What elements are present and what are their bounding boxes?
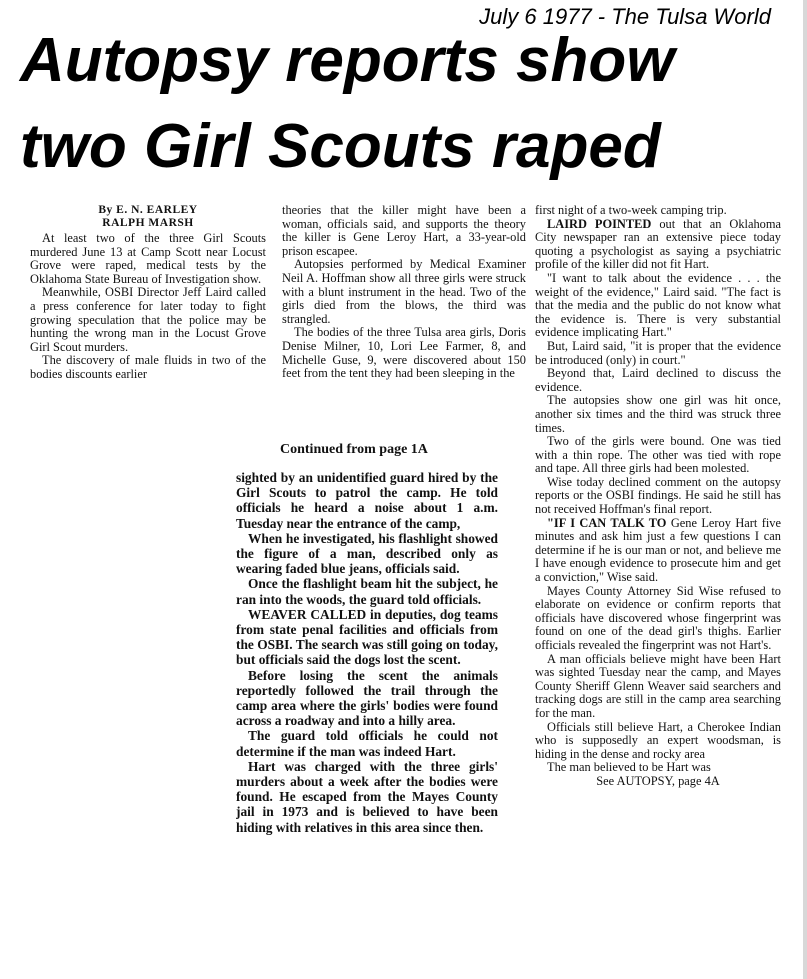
paragraph-text: in deputies, dog teams from state penal facilities and officials from the OSBI. The search was still going on today, but officials said the dogs lost the scent. bbox=[236, 606, 498, 668]
dateline: July 6 1977 - The Tulsa World bbox=[479, 4, 771, 29]
paragraph: At least two of the three Girl Scouts murdered June 13 at Camp Scott near Locust Grove were raped, medical tests by the Oklahoma State Bureau of Investigation show. bbox=[30, 231, 266, 286]
paragraph: Meanwhile, OSBI Director Jeff Laird called a press conference for later today to fight growing speculation that the police may be hunting the wrong man in the Locust Grove Girl Scout murders. bbox=[30, 285, 266, 354]
paragraph: The guard told officials he could not determine if the man was indeed Hart. bbox=[236, 728, 498, 759]
paragraph: Before losing the scent the animals reportedly followed the trail through the camp area where the girls' bodies were found across a roadway and into a hilly area. bbox=[236, 667, 498, 729]
article-column-2 bbox=[282, 204, 526, 426]
subhead-lead: LAIRD POINTED bbox=[547, 216, 652, 231]
paragraph: But, Laird said, "it is proper that the evidence be introduced (only) in court." bbox=[535, 338, 781, 367]
subhead-lead: WEAVER CALLED bbox=[248, 606, 367, 622]
paragraph: The bodies of the three Tulsa area girls, Doris Denise Milner, 10, Lori Lee Farmer, 8, and Michelle Guse, 9, were discovered about 150 feet from the tent they had been sleeping in the bbox=[282, 325, 526, 381]
paragraph: The discovery of male fluids in two of the bodies discounts earlier bbox=[30, 353, 266, 381]
paragraph: The autopsies show one girl was hit once, another six times and the third was struck three times. bbox=[535, 393, 781, 435]
paragraph: "I want to talk about the evidence . . . the weight of the evidence," Laird said. "The fact is that the media and the public do not know what the evidence is. There is very substantial evidence implicating Hart." bbox=[535, 270, 781, 340]
article-column-3 bbox=[535, 204, 781, 956]
headline-line-1: Autopsy reports show bbox=[20, 26, 675, 95]
paragraph: Mayes County Attorney Sid Wise refused to elaborate on evidence or confirm reports that officials have discovered whose fingerprint was found on one of the dead girl's thighs. Earlier officials revealed the fingerprint was not Hart's. bbox=[535, 583, 781, 652]
paragraph bbox=[236, 607, 498, 668]
paragraph: theories that the killer might have been a woman, officials said, and supports the theory the killer is Gene Leroy Hart, a 33-year-old prison escapee. bbox=[282, 204, 526, 258]
paragraph: Wise today declined comment on the autopsy reports or the OSBI findings. He said he still has not received Hoffman's final report. bbox=[535, 474, 781, 517]
paragraph-text: out that an Oklahoma City newspaper ran an extensive piece today quoting a psychologist as saying a psychiatric profile of the killer did not fit Hart. bbox=[535, 216, 781, 272]
paragraph: A man officials believe might have been Hart was sighted Tuesday near the camp, and Mayes County Sheriff Glenn Weaver said searchers and tracking dogs are still in the camp area searching for the man. bbox=[535, 651, 781, 720]
paragraph: Officials still believe Hart, a Cherokee Indian who is supposedly an expert woodsman, is hiding in the dense and rocky area bbox=[535, 719, 781, 761]
paragraph: When he investigated, his flashlight showed the figure of a man, described only as wearing faded blue jeans, officials said. bbox=[236, 530, 498, 577]
article-column-continued bbox=[236, 470, 498, 970]
paragraph: Autopsies performed by Medical Examiner Neil A. Hoffman show all three girls were struck with a blunt instrument in the head. Two of the girls died from the blows, the third was strangled. bbox=[282, 257, 526, 326]
byline-author-2: RALPH MARSH bbox=[102, 217, 194, 229]
headline-line-2: two Girl Scouts raped bbox=[20, 112, 661, 181]
paragraph bbox=[535, 517, 781, 585]
paragraph: Once the flashlight beam hit the subject, he ran into the woods, the guard told officials. bbox=[236, 576, 498, 607]
article-column-1 bbox=[30, 204, 266, 426]
paragraph: sighted by an unidentified guard hired by the Girl Scouts to patrol the camp. He told officials he heard a noise about 1 a.m. Tuesday near the entrance of the camp, bbox=[236, 470, 498, 531]
paragraph: Beyond that, Laird declined to discuss the evidence. bbox=[535, 366, 781, 394]
paragraph: first night of a two-week camping trip. bbox=[535, 204, 727, 217]
scan-edge bbox=[803, 0, 807, 979]
paragraph: Two of the girls were bound. One was tied with a thin rope. The other was tied with rope and tape. All three girls had been molested. bbox=[535, 434, 781, 476]
paragraph-text: Gene Leroy Hart five minutes and ask him just a few questions I can determine if he is our man or not, and believe me I have enough evidence to prosecute him and get a conviction," Wise said. bbox=[535, 515, 781, 585]
paragraph bbox=[535, 218, 781, 272]
byline bbox=[30, 204, 266, 230]
subhead-lead: "IF I CAN TALK TO bbox=[547, 515, 667, 530]
byline-author-1: By E. N. EARLEY bbox=[98, 204, 198, 216]
paragraph: Hart was charged with the three girls' murders about a week after the bodies were found. He escaped from the Mayes County jail in 1973 and is believed to have been hiding with relatives in this area since then. bbox=[236, 758, 498, 835]
continued-from-label: Continued from page 1A bbox=[280, 442, 428, 457]
jump-line: See AUTOPSY, page 4A bbox=[596, 773, 720, 788]
paragraph: The man believed to be Hart was bbox=[547, 760, 711, 775]
